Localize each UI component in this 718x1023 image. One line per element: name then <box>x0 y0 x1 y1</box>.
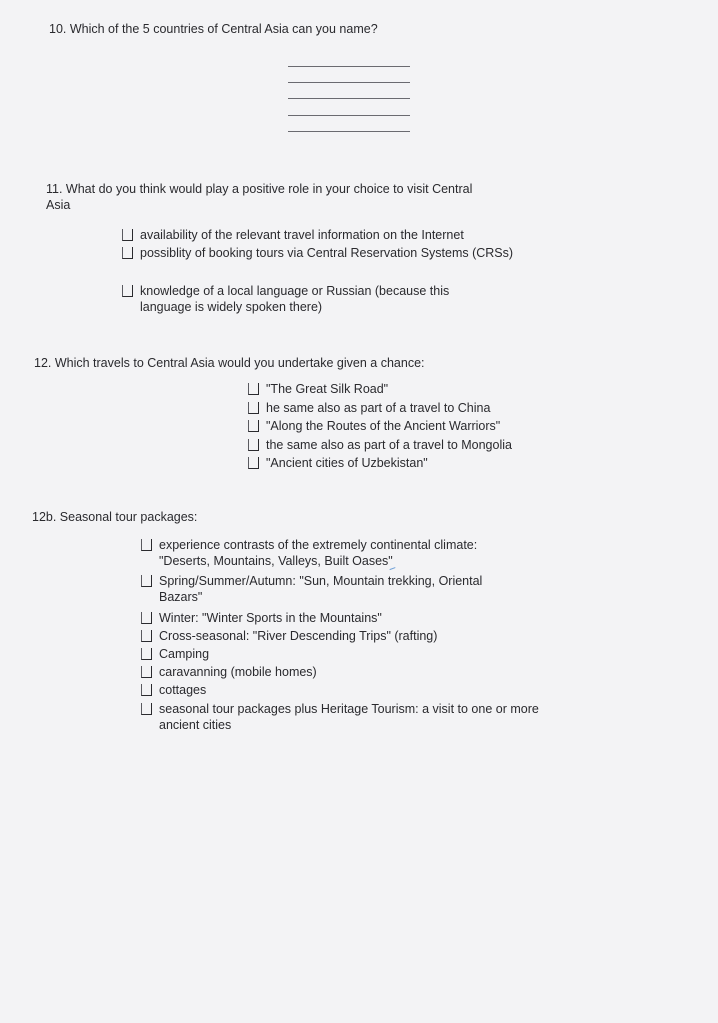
checkbox[interactable] <box>122 247 133 259</box>
option-label: experience contrasts of the extremely continental climate: "Deserts, Mountains, Valleys, Built Oases" <box>159 538 478 568</box>
q12-option-5[interactable] <box>248 455 568 471</box>
checkbox[interactable] <box>141 630 152 642</box>
checkbox[interactable] <box>141 703 152 715</box>
option-label: "The Great Silk Road" <box>266 382 389 396</box>
option-label: he same also as part of a travel to China <box>266 401 491 415</box>
q12b-option-1[interactable] <box>141 537 521 569</box>
option-label: knowledge of a local language or Russian (because this language is widely spoken there) <box>140 284 450 314</box>
q10-answer-line-1[interactable] <box>288 66 410 67</box>
q12b-question: 12b. Seasonal tour packages: <box>32 510 198 524</box>
q12-option-2[interactable] <box>248 400 568 416</box>
q12-option-4[interactable] <box>248 437 568 453</box>
option-label: "Along the Routes of the Ancient Warriors" <box>266 419 501 433</box>
q12-option-1[interactable] <box>248 381 568 397</box>
option-label: Spring/Summer/Autumn: "Sun, Mountain trekking, Oriental Bazars" <box>159 574 483 604</box>
q12-option-3[interactable] <box>248 418 568 434</box>
checkbox[interactable] <box>248 457 259 469</box>
checkbox[interactable] <box>141 666 152 678</box>
q10-question: 10. Which of the 5 countries of Central Asia can you name? <box>49 22 378 36</box>
q10-answer-line-3[interactable] <box>288 98 410 99</box>
q11-option-2[interactable] <box>122 245 522 261</box>
checkbox[interactable] <box>141 684 152 696</box>
option-label: "Ancient cities of Uzbekistan" <box>266 456 428 470</box>
option-label: possiblity of booking tours via Central Reservation Systems (CRSs) <box>140 246 514 260</box>
option-label: Winter: "Winter Sports in the Mountains" <box>159 611 382 625</box>
option-label: availability of the relevant travel information on the Internet <box>140 228 464 242</box>
checkbox[interactable] <box>141 612 152 624</box>
option-label: Cross-seasonal: "River Descending Trips" (rafting) <box>159 629 438 643</box>
q11-option-1[interactable] <box>122 227 512 243</box>
q12b-option-4[interactable] <box>141 628 521 644</box>
checkbox[interactable] <box>122 285 133 297</box>
q10-answer-line-5[interactable] <box>288 131 410 132</box>
q12b-option-5[interactable] <box>141 646 521 662</box>
q11-option-3[interactable] <box>122 283 482 315</box>
checkbox[interactable] <box>122 229 133 241</box>
q10-answer-line-2[interactable] <box>288 82 410 83</box>
checkbox[interactable] <box>248 439 259 451</box>
option-label: Camping <box>159 647 210 661</box>
q12-question: 12. Which travels to Central Asia would you undertake given a chance: <box>34 356 425 370</box>
q10-answer-line-4[interactable] <box>288 115 410 116</box>
option-label: seasonal tour packages plus Heritage Tourism: a visit to one or more ancient cities <box>159 702 539 732</box>
checkbox[interactable] <box>248 420 259 432</box>
checkbox[interactable] <box>248 383 259 395</box>
checkbox[interactable] <box>248 402 259 414</box>
q11-question: 11. What do you think would play a positive role in your choice to visit Central Asia <box>46 182 473 212</box>
option-label: the same also as part of a travel to Mongolia <box>266 438 512 452</box>
checkbox[interactable] <box>141 539 152 551</box>
checkbox[interactable] <box>141 648 152 660</box>
option-label: cottages <box>159 683 207 697</box>
q12b-option-6[interactable] <box>141 664 521 680</box>
q12b-option-7[interactable] <box>141 682 521 698</box>
q12b-option-8[interactable] <box>141 701 541 733</box>
q12b-option-2[interactable] <box>141 573 521 605</box>
checkbox[interactable] <box>141 575 152 587</box>
q12b-option-3[interactable] <box>141 610 521 626</box>
option-label: caravanning (mobile homes) <box>159 665 317 679</box>
